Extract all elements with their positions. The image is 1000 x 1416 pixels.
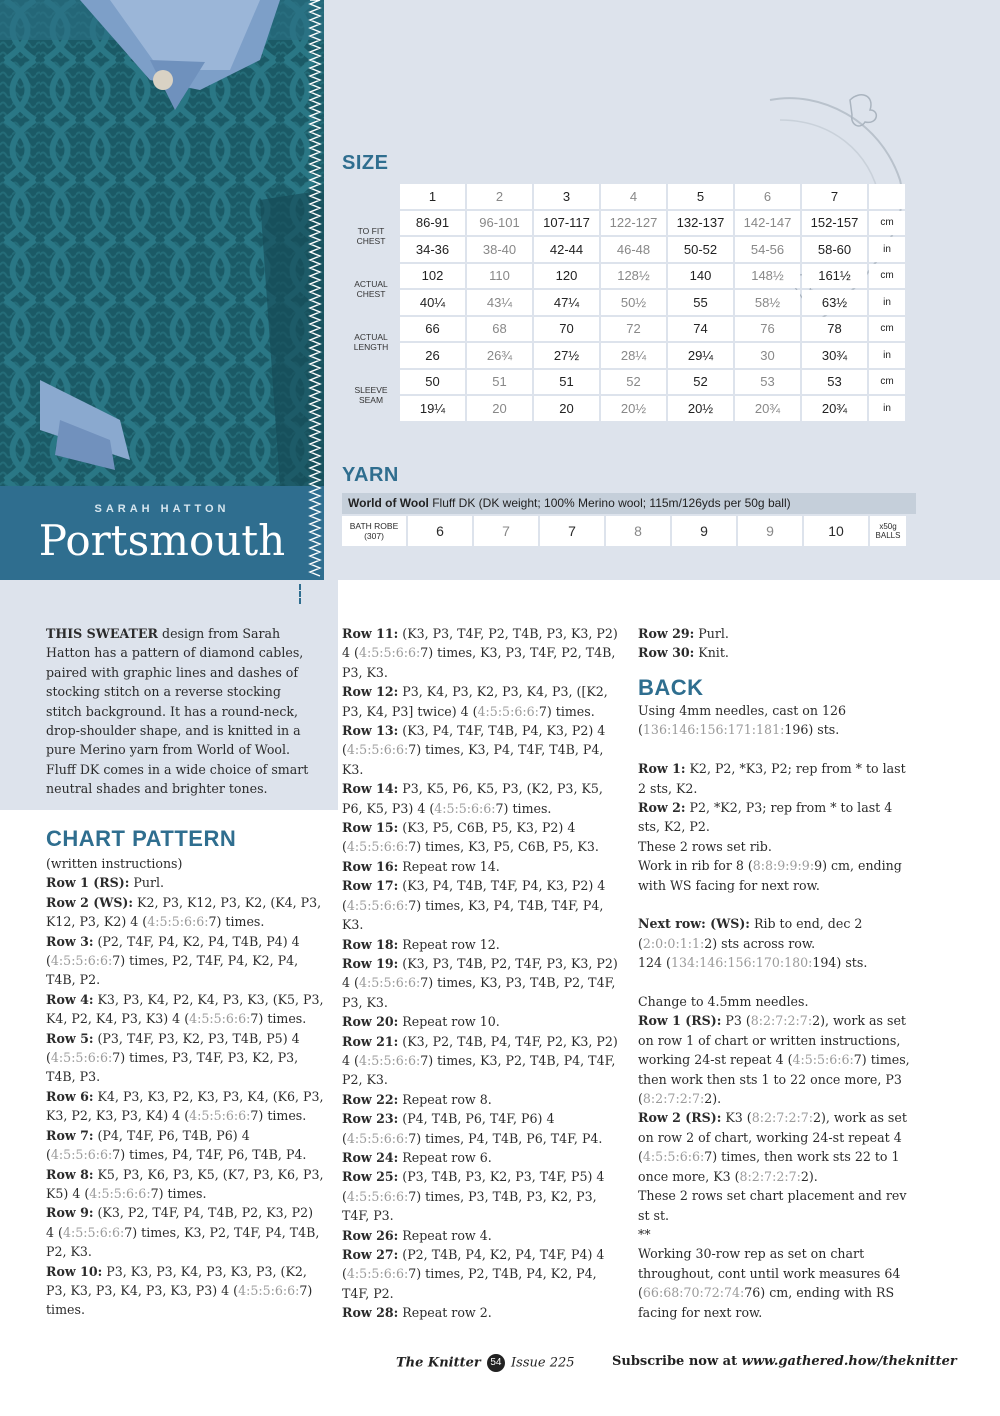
size-cell: 96-101 [467,211,532,236]
issue-number: Issue 225 [511,1355,575,1371]
intro-lead: THIS SWEATER [46,626,158,641]
magazine-name: The Knitter [396,1355,481,1371]
page-number: 54 [487,1354,505,1372]
size-cell: 74 [668,317,733,342]
size-row-label: ACTUAL CHEST [344,264,398,315]
size-cell: 51 [534,370,599,395]
instruction: These 2 rows set rib. [638,838,772,854]
size-cell: 70 [534,317,599,342]
pattern-row: Row 29: Purl. [638,626,729,641]
intro-body: design from Sarah Hatton has a pattern of diamond cables, paired with graphic lines and dashes of stocking stitch on a reverse stocking stitch background. It has a round-neck, drop-shoulder shape, and is knitted in a pure Merino yarn from World of Wool. Fluff DK comes in a wide choice of smart neutral shades and brighter tones. [46,626,309,797]
size-cell: 122-127 [601,211,666,236]
size-cell: 76 [735,317,800,342]
size-row-label: SLEEVE SEAM [344,370,398,421]
instruction: Row 2 (RS): K3 (8:2:7:2:7:2), work as set on row 2 of chart, working 24-st repeat 4 (4:5:5:6:6:7) times, then work sts 22 to 1 once more, K3 (8:2:7:2:7:2). [638,1110,907,1184]
pattern-title: Portsmouth [38,516,286,565]
chart-pattern-heading: CHART PATTERN [46,826,237,851]
size-column-header: 3 [534,184,599,209]
size-cell: 68 [467,317,532,342]
size-cell: 34-36 [400,237,465,262]
size-column-header: 6 [735,184,800,209]
size-cell: 30¾ [802,343,867,368]
size-cell: 128½ [601,264,666,289]
size-heading: SIZE [342,152,389,174]
size-cell: 26¾ [467,343,532,368]
yarn-unit: x50g BALLS [870,516,906,546]
designer-name: SARAH HATTON [94,503,230,515]
pattern-row: Row 16: Repeat row 14. [342,858,500,874]
size-cell: 53 [735,370,800,395]
size-cell: 50½ [601,290,666,315]
pattern-row: Row 28: Repeat row 2. [342,1305,492,1321]
size-cell: 30 [735,343,800,368]
yarn-quantity: 8 [606,516,670,546]
size-cell: 142-147 [735,211,800,236]
pattern-row: Row 24: Repeat row 6. [342,1149,492,1165]
footer-subscribe [612,1354,957,1369]
yarn-quantity: 7 [474,516,538,546]
size-cell: 38-40 [467,237,532,262]
pattern-row: Row 26: Repeat row 4. [342,1227,492,1243]
instruction: Working 30-row rep as set on chart throughout, cont until work measures 64 (66:68:70:72:74:76) cm, ending with RS facing for next row. [638,1246,901,1320]
instruction: Row 1: K2, P2, *K3, P2; rep from * to last 2 sts, K2. [638,761,906,796]
size-table [342,182,907,423]
pattern-row: Row 15: (K3, P5, C6B, P5, K3, P2) 4 (4:5:5:6:6:7) times, K3, P5, C6B, P5, K3. [342,820,599,855]
yarn-quantity: 9 [672,516,736,546]
size-cell: 52 [601,370,666,395]
size-cell: 20 [467,396,532,421]
yarn-quantity: 10 [804,516,868,546]
chart-subheading: (written instructions) [46,856,183,871]
footer-magazine [396,1354,575,1372]
size-cell: 58-60 [802,237,867,262]
instruction: These 2 rows set chart placement and rev st st. [638,1188,907,1223]
pattern-row: Row 30: Knit. [638,645,729,661]
instruction: Row 2: P2, *K2, P3; rep from * to last 4 sts, K2, P2. [638,800,893,835]
size-cell: 63½ [802,290,867,315]
size-cell: 20 [534,396,599,421]
size-cell: 107-117 [534,211,599,236]
pattern-row: Row 17: (K3, P4, T4B, T4F, P4, K3, P2) 4 (4:5:5:6:6:7) times, K3, P4, T4B, T4F, P4, K3. [342,878,606,933]
pattern-row: Row 9: (K3, P2, T4F, P4, T4B, P2, K3, P2) 4 (4:5:5:6:6:7) times, K3, P2, T4F, P4, T4B, P2, K3. [46,1205,320,1260]
pattern-column-3 [638,624,916,663]
zigzag-stitch-divider [308,0,322,580]
size-cell: 86-91 [400,211,465,236]
instruction: ** [638,1226,651,1242]
unit-header [869,184,905,209]
yarn-quantity: 6 [408,516,472,546]
size-cell: 42-44 [534,237,599,262]
pattern-row: Row 10: P3, K3, P3, K4, P3, K3, P3, (K2, P3, K3, P3, K4, P3, K3, P3) 4 (4:5:5:6:6:7) times. [46,1263,313,1318]
size-cell: 43¼ [467,290,532,315]
size-cell: 40¼ [400,290,465,315]
size-cell: 20½ [601,396,666,421]
size-column-header: 4 [601,184,666,209]
unit-label: in [869,237,905,262]
size-cell: 110 [467,264,532,289]
size-cell: 53 [802,370,867,395]
size-cell: 20½ [668,396,733,421]
pattern-row: Row 4: K3, P3, K4, P2, K4, P3, K3, (K5, P3, K4, P2, K4, P3, K3) 4 (4:5:5:6:6:7) times. [46,991,324,1027]
size-cell: 27½ [534,343,599,368]
instruction: 124 (134:146:156:170:180:194) sts. [638,955,868,971]
subscribe-link[interactable]: www.gathered.how/theknitter [741,1354,957,1369]
pattern-row: Row 13: (K3, P4, T4F, T4B, P4, K3, P2) 4 (4:5:5:6:6:7) times, K3, P4, T4F, T4B, P4, K3. [342,723,606,777]
dashed-marker [299,584,301,604]
pattern-row: Row 1 (RS): Purl. [46,875,165,891]
pattern-row: Row 2 (WS): K2, P3, K12, P3, K2, (K4, P3, K12, P3, K2) 4 (4:5:5:6:6:7) times. [46,894,322,930]
size-corner [344,184,398,209]
pattern-row: Row 18: Repeat row 12. [342,936,500,952]
yarn-table [342,493,916,548]
pattern-row: Row 3: (P2, T4F, P4, K2, P4, T4B, P4) 4 (4:5:5:6:6:7) times, P2, T4F, P4, K2, P4, T4B, P2. [46,933,300,988]
size-column-header: 2 [467,184,532,209]
subscribe-text: Subscribe now at [612,1354,742,1369]
size-cell: 58½ [735,290,800,315]
pattern-row: Row 5: (P3, T4F, P3, K2, P3, T4B, P5) 4 (4:5:5:6:6:7) times, P3, T4F, P3, K2, P3, T4B, P3. [46,1030,300,1085]
size-cell: 29¼ [668,343,733,368]
size-row-label: ACTUAL LENGTH [344,317,398,368]
size-cell: 148½ [735,264,800,289]
size-cell: 50 [400,370,465,395]
size-cell: 66 [400,317,465,342]
size-cell: 19¼ [400,396,465,421]
unit-label: cm [869,370,905,395]
unit-label: in [869,396,905,421]
yarn-heading: YARN [342,464,399,486]
pattern-row: Row 21: (K3, P2, T4B, P4, T4F, P2, K3, P2) 4 (4:5:5:6:6:7) times, K3, P2, T4B, P4, T4F, P2, K3. [342,1033,618,1088]
size-cell: 55 [668,290,733,315]
pattern-row: Row 11: (K3, P3, T4F, P2, T4B, P3, K3, P2) 4 (4:5:5:6:6:7) times, K3, P3, T4F, P2, T4B, P3, K3. [342,626,618,680]
yarn-title [342,493,916,514]
size-cell: 161½ [802,264,867,289]
size-cell: 47¼ [534,290,599,315]
size-cell: 54-56 [735,237,800,262]
pattern-column-1 [46,854,324,1320]
unit-label: in [869,343,905,368]
back-instructions [638,701,916,1322]
size-cell: 132-137 [668,211,733,236]
size-column-header: 5 [668,184,733,209]
size-cell: 120 [534,264,599,289]
pattern-row: Row 27: (P2, T4B, P4, K2, P4, T4F, P4) 4 (4:5:5:6:6:7) times, P2, T4B, P4, K2, P4, T4F, P2. [342,1247,605,1301]
sweater-photo [0,0,324,486]
instruction: Next row: (WS): Rib to end, dec 2 (2:0:0:1:1:2) sts across row. [638,916,863,951]
pattern-row: Row 14: P3, K5, P6, K5, P3, (K2, P3, K5, P6, K5, P3) 4 (4:5:5:6:6:7) times. [342,781,603,816]
yarn-shade: BATH ROBE (307) [342,516,406,546]
pattern-row: Row 20: Repeat row 10. [342,1014,500,1030]
size-cell: 26 [400,343,465,368]
size-cell: 20¾ [735,396,800,421]
size-row-label: TO FIT CHEST [344,211,398,262]
pattern-row: Row 19: (K3, P3, T4B, P2, T4F, P3, K3, P2) 4 (4:5:5:6:6:7) times, K3, P3, T4B, P2, T4F, P3, K3. [342,955,618,1010]
size-cell: 52 [668,370,733,395]
size-cell: 152-157 [802,211,867,236]
size-cell: 46-48 [601,237,666,262]
size-cell: 140 [668,264,733,289]
pattern-column-2 [342,624,620,1323]
back-heading: BACK [638,675,704,700]
size-cell: 72 [601,317,666,342]
size-column-header: 7 [802,184,867,209]
pattern-row: Row 12: P3, K4, P3, K2, P3, K4, P3, ([K2, P3, K4, P3] twice) 4 (4:5:5:6:6:7) times. [342,684,608,719]
size-cell: 102 [400,264,465,289]
unit-label: cm [869,211,905,236]
size-column-header: 1 [400,184,465,209]
size-cell: 78 [802,317,867,342]
intro-text [46,624,316,799]
instruction: Using 4mm needles, cast on 126 (136:146:156:171:181:196) sts. [638,703,847,738]
yarn-quantity: 9 [738,516,802,546]
size-cell: 20¾ [802,396,867,421]
pattern-row: Row 8: K5, P3, K6, P3, K5, (K7, P3, K6, P3, K5) 4 (4:5:5:6:6:7) times. [46,1166,324,1201]
unit-label: cm [869,317,905,342]
instruction: Row 1 (RS): P3 (8:2:7:2:7:2), work as set on row 1 of chart or written instructions, working 24-st repeat 4 (4:5:5:6:6:7) times, then work then sts 1 to 22 once more, P3 (8:2:7:2:7:2). [638,1013,910,1107]
size-cell: 28¼ [601,343,666,368]
yarn-brand: World of Wool [348,496,429,510]
yarn-description: Fluff DK (DK weight; 100% Merino wool; 115m/126yds per 50g ball) [432,496,791,510]
unit-label: in [869,290,905,315]
pattern-row: Row 7: (P4, T4F, P6, T4B, P6) 4 (4:5:5:6:6:7) times, P4, T4F, P6, T4B, P4. [46,1127,307,1163]
pattern-row: Row 25: (P3, T4B, P3, K2, P3, T4F, P5) 4 (4:5:5:6:6:7) times, P3, T4B, P3, K2, P3, T4F, P3. [342,1169,605,1224]
pattern-row: Row 6: K4, P3, K3, P2, K3, P3, K4, (K6, P3, K3, P2, K3, P3, K4) 4 (4:5:5:6:6:7) times. [46,1088,324,1124]
size-cell: 51 [467,370,532,395]
size-cell: 50-52 [668,237,733,262]
instruction: Change to 4.5mm needles. [638,994,809,1010]
instruction: Work in rib for 8 (8:8:9:9:9:9) cm, ending with WS facing for next row. [638,858,902,893]
unit-label: cm [869,264,905,289]
pattern-row: Row 23: (P4, T4B, P6, T4F, P6) 4 (4:5:5:6:6:7) times, P4, T4B, P6, T4F, P4. [342,1111,603,1146]
pattern-row: Row 22: Repeat row 8. [342,1091,492,1107]
yarn-quantity: 7 [540,516,604,546]
